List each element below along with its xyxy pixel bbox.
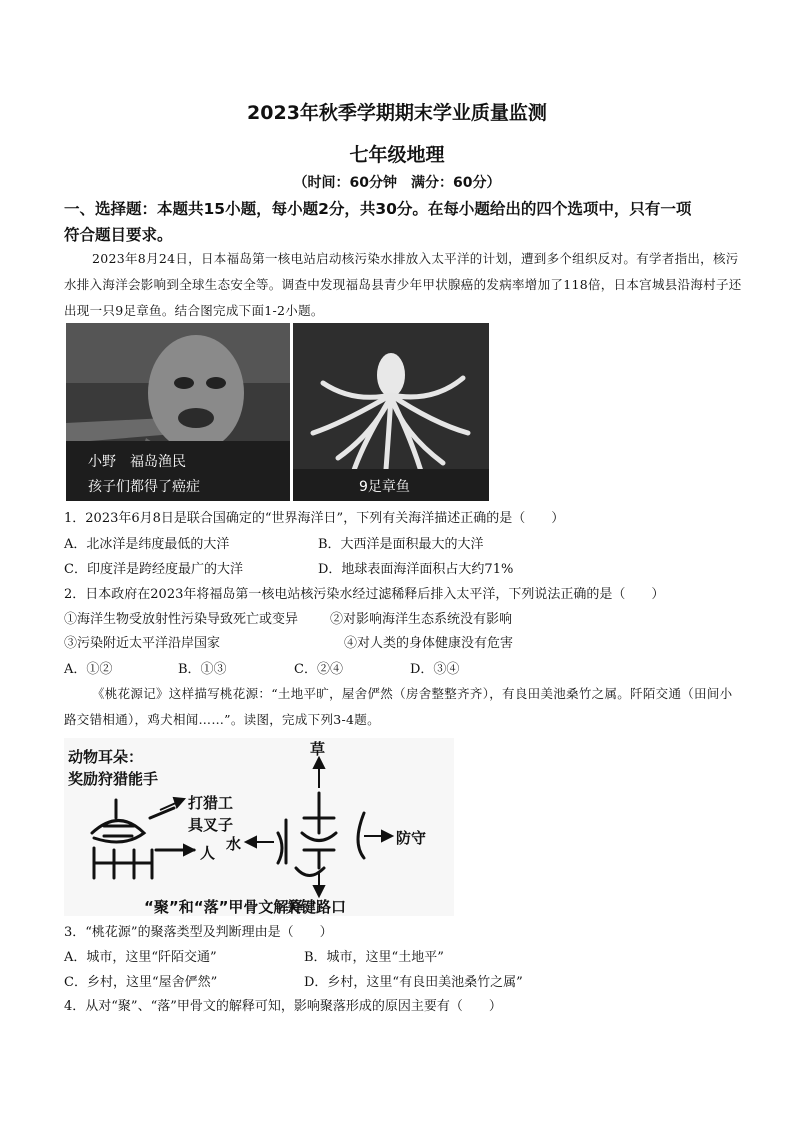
q2-option-a: A．①② [64, 662, 113, 677]
exam-title: 2023年秋季学期期末学业质量监测 [247, 102, 547, 124]
octopus-image [293, 323, 489, 501]
q2-statement-4: ④对人类的身体健康没有危害 [344, 636, 514, 651]
q2-option-c: C．②④ [294, 662, 343, 677]
passage-2: 《桃花源记》这样描写桃花源：“土地平旷，屋舍俨然（房舍整整齐齐），有良田美池桑竹之属。阡陌交通（田间小路交错相通），鸡犬相闻……”。读图，完成下列3-4题。 [64, 686, 733, 727]
section-heading-line1: 一、选择题：本题共15小题，每小题2分，共30分。在每小题给出的四个选项中，只有一项 [64, 200, 692, 218]
q3-option-a: A．城市，这里“阡陌交通” [64, 950, 217, 965]
diagram-label-grass: 草 [310, 740, 326, 758]
q1-option-d: D．地球表面海洋面积占大约71% [318, 562, 514, 577]
q3-option-c: C．乡村，这里“屋舍俨然” [64, 975, 218, 990]
diagram-caption: “聚”和“落”甲骨文解释 [144, 898, 304, 916]
q1-option-b: B．大西洋是面积最大的大洋 [318, 537, 484, 552]
diagram-label-defense: 防守 [396, 829, 427, 847]
diagram-label-ears-2: 奖励狩猎能手 [68, 770, 159, 788]
section-heading [64, 196, 744, 248]
fisherman-image [66, 323, 290, 501]
q2-option-d: D．③④ [410, 662, 460, 677]
q3-option-d: D．乡村，这里“有良田美池桑竹之属” [304, 975, 523, 990]
q3-stem: 3．“桃花源”的聚落类型及判断理由是（ ） [64, 925, 333, 940]
q2-statement-1: ①海洋生物受放射性污染导致死亡或变异 [64, 612, 299, 627]
oracle-bone-diagram [64, 738, 454, 916]
q4-stem: 4．从对“聚”、“落”甲骨文的解释可知，影响聚落形成的原因主要有（ ） [64, 999, 502, 1014]
q1-stem: 1．2023年6月8日是联合国确定的“世界海洋日”，下列有关海洋描述正确的是（ ） [64, 511, 565, 526]
q3-option-b: B．城市，这里“土地平” [304, 950, 444, 965]
diagram-label-water: 水 [226, 835, 242, 853]
diagram-label-person: 人 [200, 844, 216, 862]
diagram-label-ears-1: 动物耳朵： [68, 748, 144, 766]
photo-caption-right: 9足章鱼 [359, 479, 410, 495]
diagram-label-tool-1: 打猎工 [188, 794, 234, 812]
diagram-label-tool-2: 具叉子 [188, 816, 234, 834]
q2-statement-3: ③污染附近太平洋沿岸国家 [64, 636, 221, 651]
photo-caption-left-1: 小野 福岛渔民 [88, 454, 186, 470]
section-heading-line2: 符合题目要求。 [64, 226, 173, 244]
photo-caption-left-2: 孩子们都得了癌症 [88, 479, 200, 495]
q1-option-c: C．印度洋是跨经度最广的大洋 [64, 562, 243, 577]
passage-1: 2023年8月24日，日本福岛第一核电站启动核污染水排放入太平洋的计划，遭到多个组织反对。有学者指出，核污水排入海洋会影响到全球生态安全等。调查中发现福岛县青少年甲状腺癌的发病率增加了118倍，日本宫城县沿海村子还出现一只9足章鱼。结合图完成下面1-2小题。 [64, 251, 742, 318]
exam-subject: 七年级地理 [349, 144, 445, 166]
diagram-label-road: 关键路口 [286, 898, 347, 916]
fisherman-photo [66, 323, 290, 501]
q2-option-b: B．①③ [178, 662, 227, 677]
q1-option-a: A．北冰洋是纬度最低的大洋 [64, 537, 230, 552]
exam-meta: （时间：60分钟 满分：60分） [293, 175, 501, 191]
q2-stem: 2．日本政府在2023年将福岛第一核电站核污染水经过滤稀释后排入太平洋，下列说法正确的是（ ） [64, 587, 665, 602]
octopus-photo [293, 323, 489, 501]
q2-statement-2: ②对影响海洋生态系统没有影响 [330, 612, 513, 627]
